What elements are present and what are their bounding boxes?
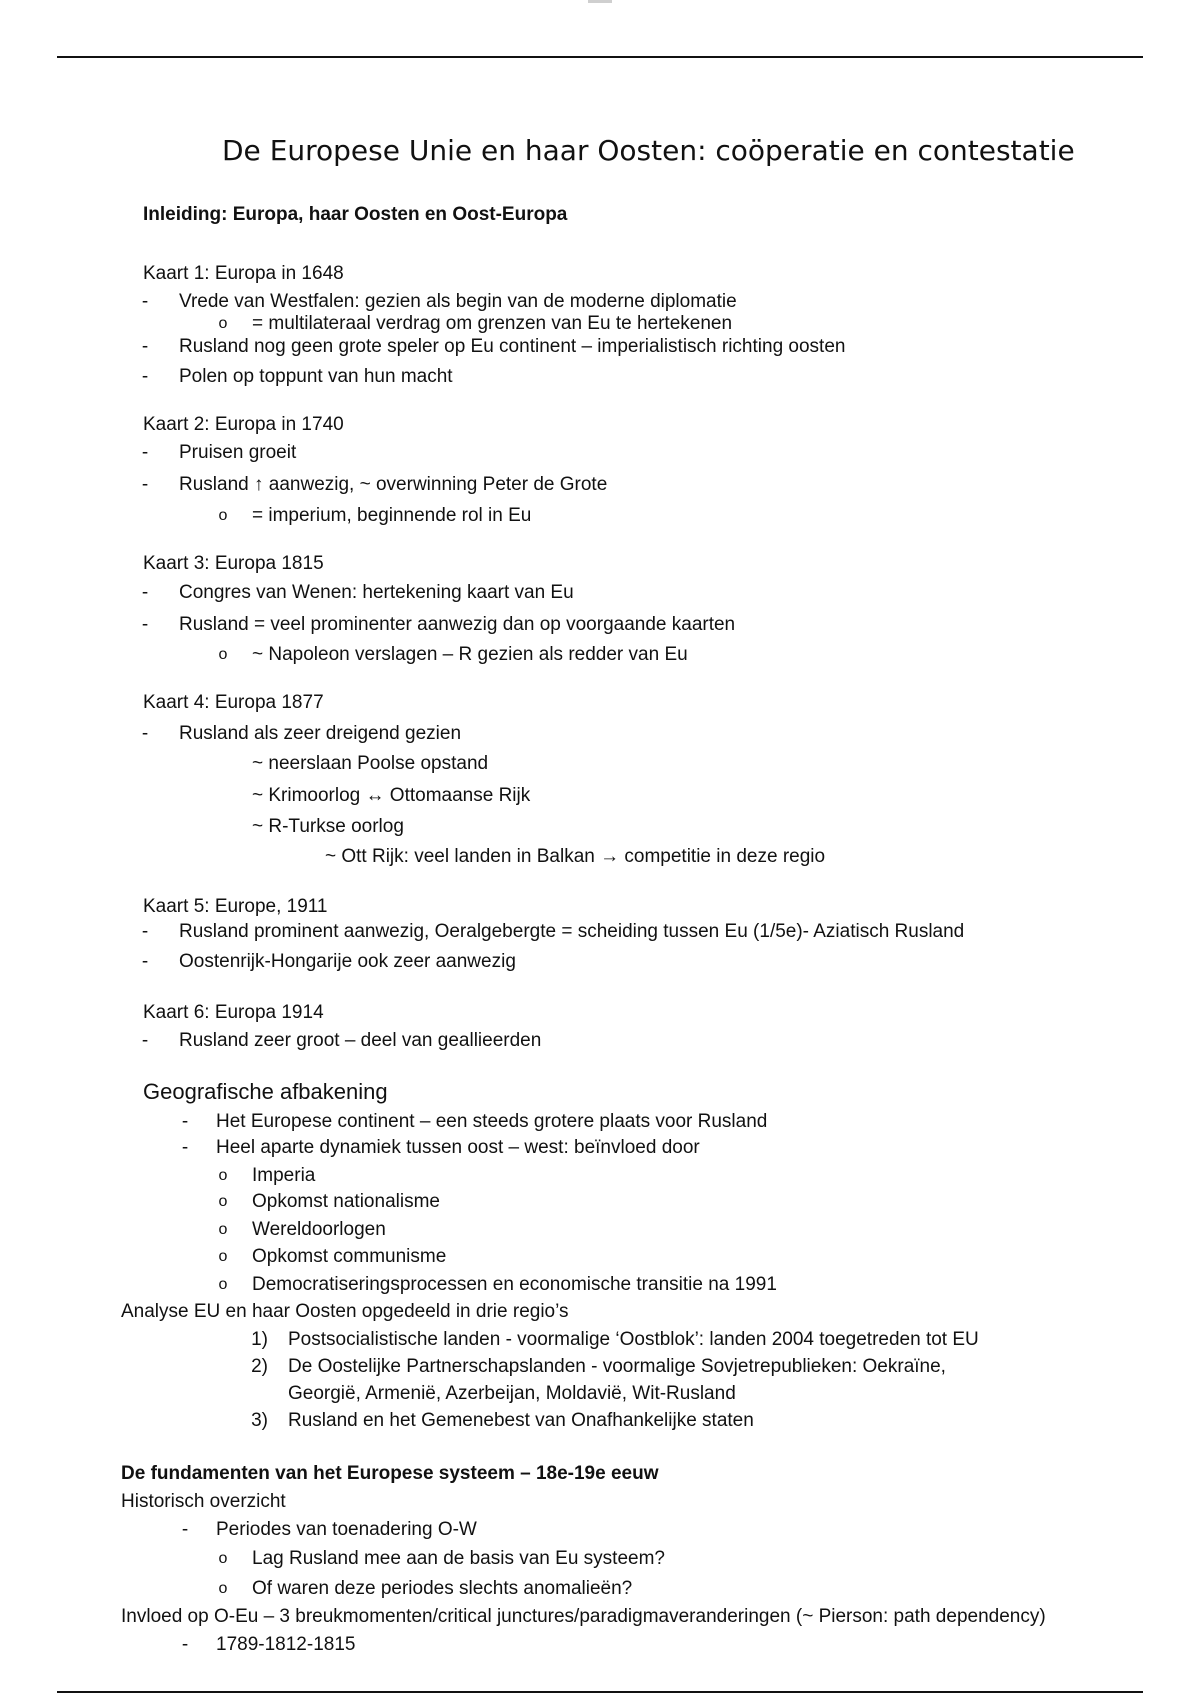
- kaart3-line1: Congres van Wenen: hertekening kaart van Eu: [179, 582, 574, 603]
- kaart2-line1: Pruisen groeit: [179, 442, 297, 463]
- historisch-overzicht: Historisch overzicht: [121, 1491, 286, 1512]
- region-3: Rusland en het Gemenebest van Onafhankelijke staten: [288, 1410, 754, 1431]
- bullet-dash: -: [141, 614, 149, 635]
- bullet-circle: o: [218, 1276, 228, 1293]
- kaart4-line3: ~ Krimoorlog ↔ Ottomaanse Rijk: [252, 785, 531, 806]
- page-top-mark: [588, 0, 612, 3]
- kaart4-line2: ~ neerslaan Poolse opstand: [252, 753, 489, 774]
- bullet-circle: o: [218, 646, 228, 663]
- kaart4-line5: ~ Ott Rijk: veel landen in Balkan → competitie in deze regio: [325, 846, 826, 867]
- region-2: De Oostelijke Partnerschapslanden - voormalige Sovjetrepublieken: Oekraïne,: [288, 1356, 946, 1377]
- intro-heading: Inleiding: Europa, haar Oosten en Oost-Europa: [143, 204, 568, 225]
- fundamenten-heading: De fundamenten van het Europese systeem – 18e-19e eeuw: [121, 1463, 659, 1484]
- kaart2-heading: Kaart 2: Europa in 1740: [143, 414, 344, 435]
- invloed-line: Invloed op O-Eu – 3 breukmomenten/critical junctures/paradigmaveranderingen (~ Pierson: path dependency): [121, 1606, 1046, 1627]
- bullet-circle: o: [218, 1550, 228, 1567]
- kaart6-heading: Kaart 6: Europa 1914: [143, 1002, 324, 1023]
- list-number: 2): [251, 1356, 268, 1377]
- kaart5-heading: Kaart 5: Europe, 1911: [143, 896, 328, 917]
- kaart1-line1: Vrede van Westfalen: gezien als begin van de moderne diplomatie: [179, 291, 737, 312]
- kaart3-line3: ~ Napoleon verslagen – R gezien als redder van Eu: [252, 644, 688, 665]
- header-rule: [57, 56, 1143, 58]
- geo-item: Wereldoorlogen: [252, 1219, 386, 1240]
- bullet-circle: o: [218, 1248, 228, 1265]
- bullet-circle: o: [218, 315, 228, 332]
- geo-item: Democratiseringsprocessen en economische transitie na 1991: [252, 1274, 777, 1295]
- bullet-dash: -: [141, 1030, 149, 1051]
- bullet-circle: o: [218, 1193, 228, 1210]
- geo-line2: Heel aparte dynamiek tussen oost – west: beïnvloed door: [216, 1137, 700, 1158]
- geo-item: Opkomst communisme: [252, 1246, 447, 1267]
- bullet-dash: -: [181, 1137, 189, 1158]
- bullet-dash: -: [141, 723, 149, 744]
- geo-item: Imperia: [252, 1165, 316, 1186]
- bullet-circle: o: [218, 1167, 228, 1184]
- geo-line1: Het Europese continent – een steeds grotere plaats voor Rusland: [216, 1111, 768, 1132]
- kaart6-line1: Rusland zeer groot – deel van geallieerden: [179, 1030, 542, 1051]
- region-1: Postsocialistische landen - voormalige ‘Oostblok’: landen 2004 toegetreden tot EU: [288, 1329, 979, 1350]
- list-number: 1): [251, 1329, 268, 1350]
- bullet-dash: -: [141, 442, 149, 463]
- analyse-line: Analyse EU en haar Oosten opgedeeld in drie regio’s: [121, 1301, 569, 1322]
- bullet-dash: -: [141, 582, 149, 603]
- list-number: 3): [251, 1410, 268, 1431]
- bullet-dash: -: [141, 921, 149, 942]
- fund-line2: 1789-1812-1815: [216, 1634, 356, 1655]
- kaart2-line2: Rusland ↑ aanwezig, ~ overwinning Peter de Grote: [179, 474, 608, 495]
- bullet-dash: -: [181, 1634, 189, 1655]
- fund-question2: Of waren deze periodes slechts anomalieën?: [252, 1578, 633, 1599]
- kaart4-line1: Rusland als zeer dreigend gezien: [179, 723, 462, 744]
- bullet-dash: -: [181, 1519, 189, 1540]
- kaart5-line1: Rusland prominent aanwezig, Oeralgebergte = scheiding tussen Eu (1/5e)- Aziatisch Rusland: [179, 921, 965, 942]
- bullet-dash: -: [181, 1111, 189, 1132]
- bullet-dash: -: [141, 336, 149, 357]
- geo-heading: Geografische afbakening: [143, 1079, 388, 1104]
- kaart1-line4: Polen op toppunt van hun macht: [179, 366, 453, 387]
- kaart1-line3: Rusland nog geen grote speler op Eu continent – imperialistisch richting oosten: [179, 336, 846, 357]
- kaart1-line2: = multilateraal verdrag om grenzen van Eu te hertekenen: [252, 313, 733, 334]
- bullet-circle: o: [218, 1221, 228, 1238]
- kaart3-line2: Rusland = veel prominenter aanwezig dan op voorgaande kaarten: [179, 614, 736, 635]
- footer-rule: [57, 1691, 1143, 1693]
- document-title: De Europese Unie en haar Oosten: coöperatie en contestatie: [222, 134, 1075, 167]
- geo-item: Opkomst nationalisme: [252, 1191, 440, 1212]
- bullet-dash: -: [141, 951, 149, 972]
- kaart4-heading: Kaart 4: Europa 1877: [143, 692, 324, 713]
- fund-line1: Periodes van toenadering O-W: [216, 1519, 477, 1540]
- bullet-dash: -: [141, 366, 149, 387]
- bullet-circle: o: [218, 507, 228, 524]
- kaart1-heading: Kaart 1: Europa in 1648: [143, 263, 344, 284]
- kaart2-line3: = imperium, beginnende rol in Eu: [252, 505, 532, 526]
- kaart4-line4: ~ R-Turkse oorlog: [252, 816, 404, 837]
- bullet-circle: o: [218, 1580, 228, 1597]
- kaart3-heading: Kaart 3: Europa 1815: [143, 553, 324, 574]
- fund-question1: Lag Rusland mee aan de basis van Eu systeem?: [252, 1548, 665, 1569]
- bullet-dash: -: [141, 291, 149, 312]
- kaart5-line2: Oostenrijk-Hongarije ook zeer aanwezig: [179, 951, 516, 972]
- bullet-dash: -: [141, 474, 149, 495]
- region-2-cont: Georgië, Armenië, Azerbeijan, Moldavië, Wit-Rusland: [288, 1383, 736, 1404]
